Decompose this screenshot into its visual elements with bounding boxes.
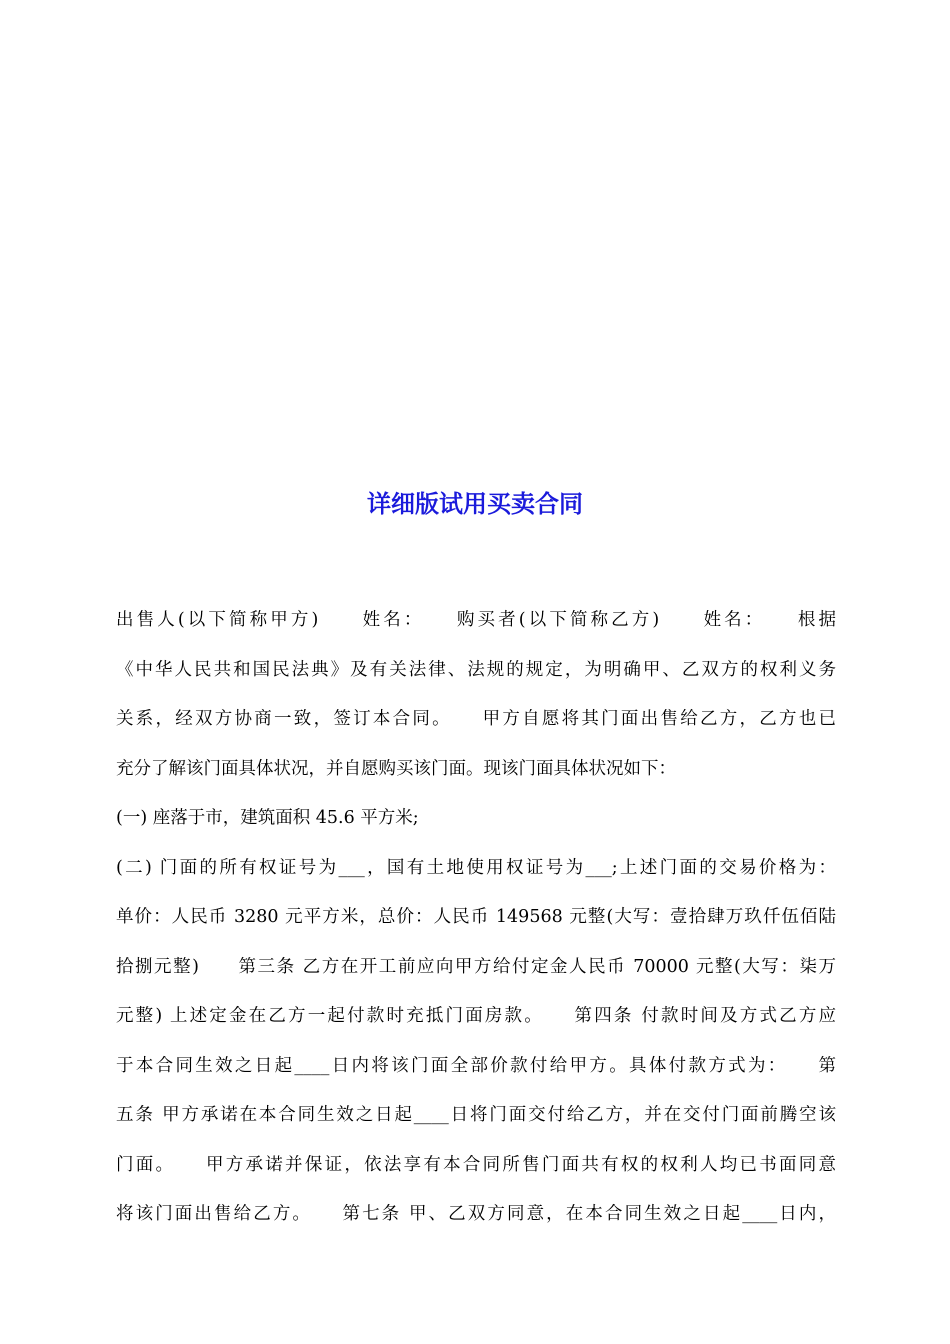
- body-line-8: 拾捌元整) 第三条 乙方在开工前应向甲方给付定金人民币 70000 元整(大写：柒万: [116, 956, 836, 977]
- body-line-12: 门面。 甲方承诺并保证，依法享有本合同所售门面共有权的权利人均已书面同意: [116, 1154, 836, 1175]
- body-line-6: (二) 门面的所有权证号为___，国有土地使用权证号为___;上述门面的交易价格为：: [116, 857, 836, 878]
- document-title: 详细版试用买卖合同: [367, 490, 583, 518]
- body-line-4: 充分了解该门面具体状况，并自愿购买该门面。现该门面具体状况如下：: [116, 758, 676, 779]
- body-line-5: (一) 座落于市，建筑面积 45.6 平方米;: [116, 808, 419, 828]
- body-line-11: 五条 甲方承诺在本合同生效之日起____日将门面交付给乙方，并在交付门面前腾空该: [116, 1105, 836, 1125]
- body-line-7: 单价：人民币 3280 元平方米，总价：人民币 149568 元整(大写：壹拾肆万玖仟伍佰陆: [116, 907, 836, 927]
- body-line-9: 元整) 上述定金在乙方一起付款时充抵门面房款。 第四条 付款时间及方式乙方应: [116, 1006, 836, 1026]
- contract-body: [116, 600, 836, 1244]
- body-line-2: 《中华人民共和国民法典》及有关法律、法规的规定，为明确甲、乙双方的权利义务: [116, 659, 836, 680]
- body-line-1: 出售人(以下简称甲方) 姓名： 购买者(以下简称乙方) 姓名： 根据: [116, 610, 836, 630]
- body-line-10: 于本合同生效之日起____日内将该门面全部价款付给甲方。具体付款方式为： 第: [116, 1055, 836, 1076]
- body-line-13: 将该门面出售给乙方。 第七条 甲、乙双方同意，在本合同生效之日起____日内，: [116, 1204, 836, 1224]
- body-line-3: 关系，经双方协商一致，签订本合同。 甲方自愿将其门面出售给乙方，乙方也已: [116, 709, 836, 729]
